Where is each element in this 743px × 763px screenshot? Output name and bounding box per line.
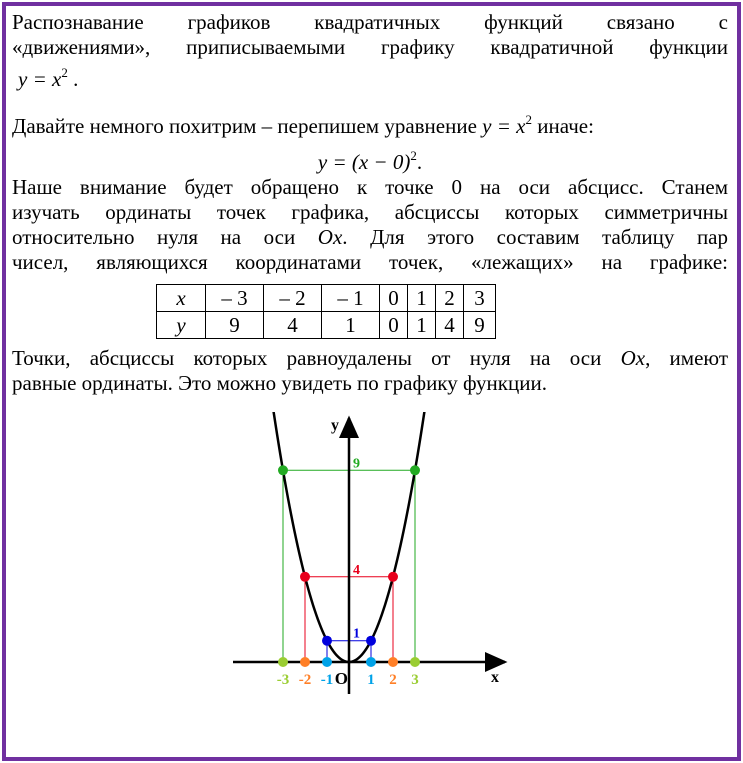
attention-paragraph (12, 175, 728, 275)
curve-point (300, 572, 310, 582)
axis-point (410, 657, 420, 667)
curve-point (410, 465, 420, 475)
y-value-label: 1 (353, 626, 360, 642)
table-cell: 9 (464, 312, 496, 339)
intro-line-1: Распознавание графиков квадратичных функций связано с (12, 10, 728, 34)
display-formula: $y = (x - 0)^2$. (317, 148, 423, 174)
table-cell: 4 (264, 312, 322, 339)
x-tick-label: -1 (320, 672, 334, 688)
curve-point (366, 636, 376, 646)
table-cell: 9 (206, 312, 264, 339)
x-tick-label: 1 (367, 672, 375, 688)
attention-line-4: чисел, являющихся координатами точек, «лежащих» на графике: (12, 250, 728, 274)
table-cell: 3 (464, 285, 496, 312)
conclusion-paragraph (12, 346, 728, 396)
conclusion-line-2: равные ординаты. Это можно увидеть по графику функции. (12, 371, 547, 395)
y-value-label: 9 (353, 456, 360, 472)
table-row-x (157, 285, 496, 312)
table-cell: – 2 (264, 285, 322, 312)
table-cell: 1 (408, 285, 436, 312)
table-cell: 0 (380, 312, 408, 339)
table-header-y: y (157, 312, 206, 339)
axis-point (388, 657, 398, 667)
x-tick-label: 3 (411, 672, 419, 688)
table-header-x: x (157, 285, 206, 312)
attention-line-1: Наше внимание будет обращено к точке 0 на оси абсцисс. Станем (12, 175, 728, 199)
table-row-y (157, 312, 496, 339)
table-cell: 2 (436, 285, 464, 312)
curve-point (278, 465, 288, 475)
table-cell: – 3 (206, 285, 264, 312)
parabola-graph (225, 412, 515, 697)
table-cell: – 1 (322, 285, 380, 312)
x-tick-label: -2 (298, 672, 312, 688)
x-axis-label: x (491, 669, 499, 686)
curve-point (388, 572, 398, 582)
curve-point (322, 636, 332, 646)
table-cell: 0 (380, 285, 408, 312)
rewrite-paragraph (12, 107, 728, 139)
y-value-label: 4 (353, 562, 360, 578)
axis-point (366, 657, 376, 667)
y-axis-label: y (331, 417, 339, 434)
table-cell: 1 (408, 312, 436, 339)
axis-point (278, 657, 288, 667)
intro-line-2: «движениями», приписываемыми графику квадратичной функции (12, 35, 728, 59)
attention-line-2: изучать ординаты точек графика, абсциссы которых симметричны (12, 200, 728, 224)
rewrite-line: Давайте немного похитрим – перепишем уравнение $y = x^2$ иначе: (12, 112, 594, 138)
axis-point (300, 657, 310, 667)
table-cell: 4 (436, 312, 464, 339)
x-tick-label: 2 (389, 672, 397, 688)
values-table (156, 284, 496, 339)
intro-formula: $y = x^2$ . (18, 65, 79, 91)
conclusion-line-1: Точки, абсциссы которых равноудалены от нуля на оси Ox, имеют (12, 346, 728, 370)
origin-label: O (334, 669, 348, 688)
x-tick-label: -3 (276, 672, 290, 688)
axis-point (322, 657, 332, 667)
intro-paragraph (12, 10, 728, 92)
attention-line-3: относительно нуля на оси Ox. Для этого составим таблицу пар (12, 225, 728, 249)
table-cell: 1 (322, 312, 380, 339)
